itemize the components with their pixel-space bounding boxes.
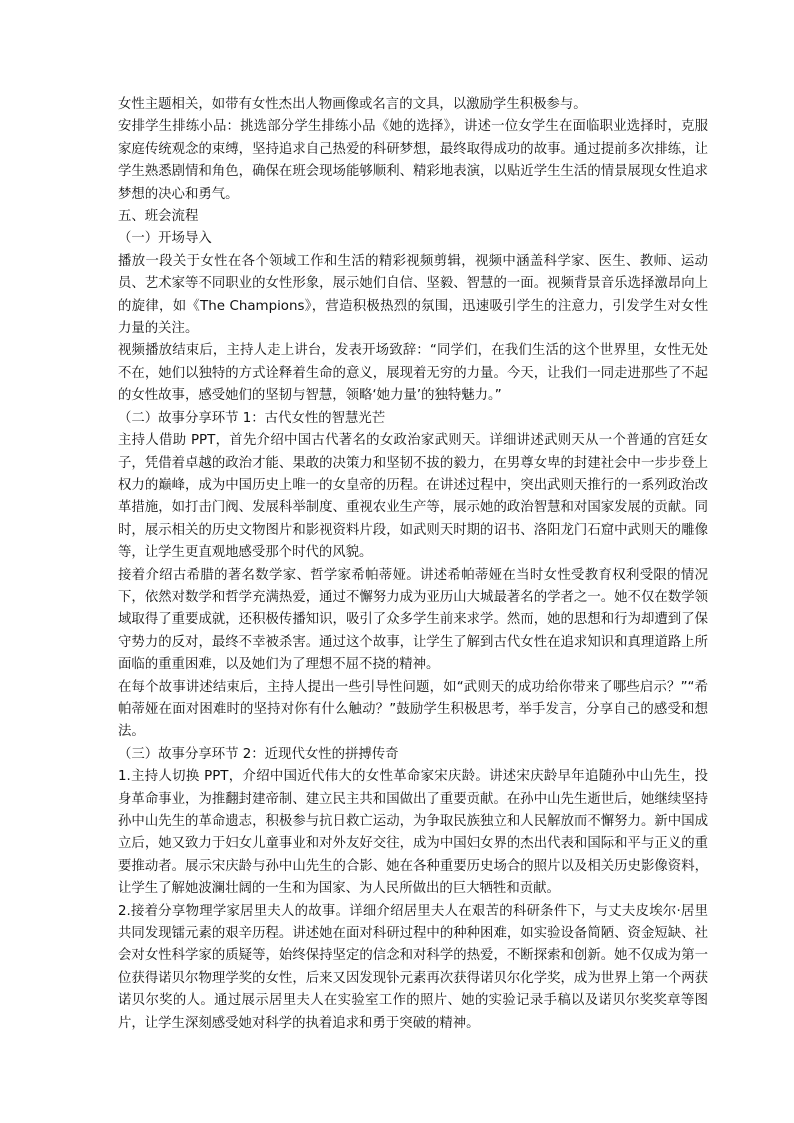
section-heading: 五、班会流程 xyxy=(118,209,199,225)
paragraph: 播放一段关于女性在各个领域工作和生活的精彩视频剪辑，视频中涵盖科学家、医生、教师、运动员、艺术家等不同职业的女性形象，展示她们自信、坚毅、智慧的一面。视频背景音乐选择激昂向上的旋律，如《The Champions》，营造积极热烈的氛围，迅速吸引学生的注意力，引发学生对女性力量的关注。 xyxy=(118,253,708,337)
paragraph: 女性主题相关，如带有女性杰出人物画像或名言的文具，以激励学生积极参与。 xyxy=(118,97,587,112)
paragraph: 1.主持人切换 PPT，介绍中国近代伟大的女性革命家宋庆龄。讲述宋庆龄早年追随孙中山先生，投身革命事业，为推翻封建帝制、建立民主共和国做出了重要贡献。在孙中山先生逝世后，她继续坚持孙中山先生的革命遗志，积极参与抗日救亡运动，为争取民族独立和人民解放而不懈努力。新中国成立后，她又致力于妇女儿童事业和对外友好交往，成为中国妇女界的杰出代表和国际和平与正义的重要推动者。展示宋庆龄与孙中山先生的合影、她在各种重要历史场合的照片以及相关历史影像资料，让学生了解她波澜壮阔的一生和为国家、为人民所做出的巨大牺牲和贡献。 xyxy=(118,769,708,897)
subsection-heading: （一）开场导入 xyxy=(118,231,212,247)
subsection-heading: （三）故事分享环节 2：近现代女性的拼搏传奇 xyxy=(118,746,399,762)
paragraph: 2.接着分享物理学家居里夫人的故事。详细介绍居里夫人在艰苦的科研条件下，与丈夫皮埃尔·居里共同发现镭元素的艰辛历程。讲述她在面对科研过程中的种种困难，如实验设备简陋、资金短缺、社会对女性科学家的质疑等，始终保持坚定的信念和对科学的热爱，不断探索和创新。她不仅成为第一位获得诺贝尔物理学奖的女性，后来又因发现钋元素再次获得诺贝尔化学奖，成为世界上第一个两获诺贝尔奖的人。通过展示居里夫人在实验室工作的照片、她的实验记录手稿以及诺贝尔奖奖章等图片，让学生深刻感受她对科学的执着追求和勇于突破的精神。 xyxy=(118,903,708,1031)
subsection-heading: （二）故事分享环节 1：古代女性的智慧光芒 xyxy=(118,410,386,426)
paragraph: 安排学生排练小品：挑选部分学生排练小品《她的选择》，讲述一位女学生在面临职业选择时，克服家庭传统观念的束缚，坚持追求自己热爱的科研梦想，最终取得成功的故事。通过提前多次排练，让学生熟悉剧情和角色，确保在班会现场能够顺利、精彩地表演，以贴近学生生活的情景展现女性追求梦想的决心和勇气。 xyxy=(118,119,708,202)
paragraph: 接着介绍古希腊的著名数学家、哲学家希帕蒂娅。讲述希帕蒂娅在当时女性受教育权利受限的情况下，依然对数学和哲学充满热爱，通过不懈努力成为亚历山大城最著名的学者之一。她不仅在数学领域取得了重要成就，还积极传播知识，吸引了众多学生前来求学。然而，她的思想和行为却遭到了保守势力的反对，最终不幸被杀害。通过这个故事，让学生了解到古代女性在追求知识和真理道路上所面临的重重困难，以及她们为了理想不屈不挠的精神。 xyxy=(118,567,708,673)
paragraph: 主持人借助 PPT，首先介绍中国古代著名的女政治家武则天。详细讲述武则天从一个普通的宫廷女子，凭借着卓越的政治才能、果敢的决策力和坚韧不拔的毅力，在男尊女卑的封建社会中一步步登上权力的巅峰，成为中国历史上唯一的女皇帝的历程。在讲述过程中，突出武则天推行的一系列政治改革措施，如打击门阀、发展科举制度、重视农业生产等，展示她的政治智慧和对国家发展的贡献。同时，展示相关的历史文物图片和影视资料片段，如武则天时期的诏书、洛阳龙门石窟中武则天的雕像等，让学生更直观地感受那个时代的风貌。 xyxy=(118,433,708,561)
paragraph: 视频播放结束后，主持人走上讲台，发表开场致辞：“同学们，在我们生活的这个世界里，女性无处不在，她们以独特的方式诠释着生命的意义，展现着无穷的力量。今天，让我们一同走进那些了不起的女性故事，感受她们的坚韧与智慧，领略‘她力量’的独特魅力。” xyxy=(118,343,708,404)
paragraph: 在每个故事讲述结束后，主持人提出一些引导性问题，如“武则天的成功给你带来了哪些启示？”“希帕蒂娅在面对困难时的坚持对你有什么触动？”鼓励学生积极思考，举手发言，分享自己的感受和想法。 xyxy=(118,679,708,740)
